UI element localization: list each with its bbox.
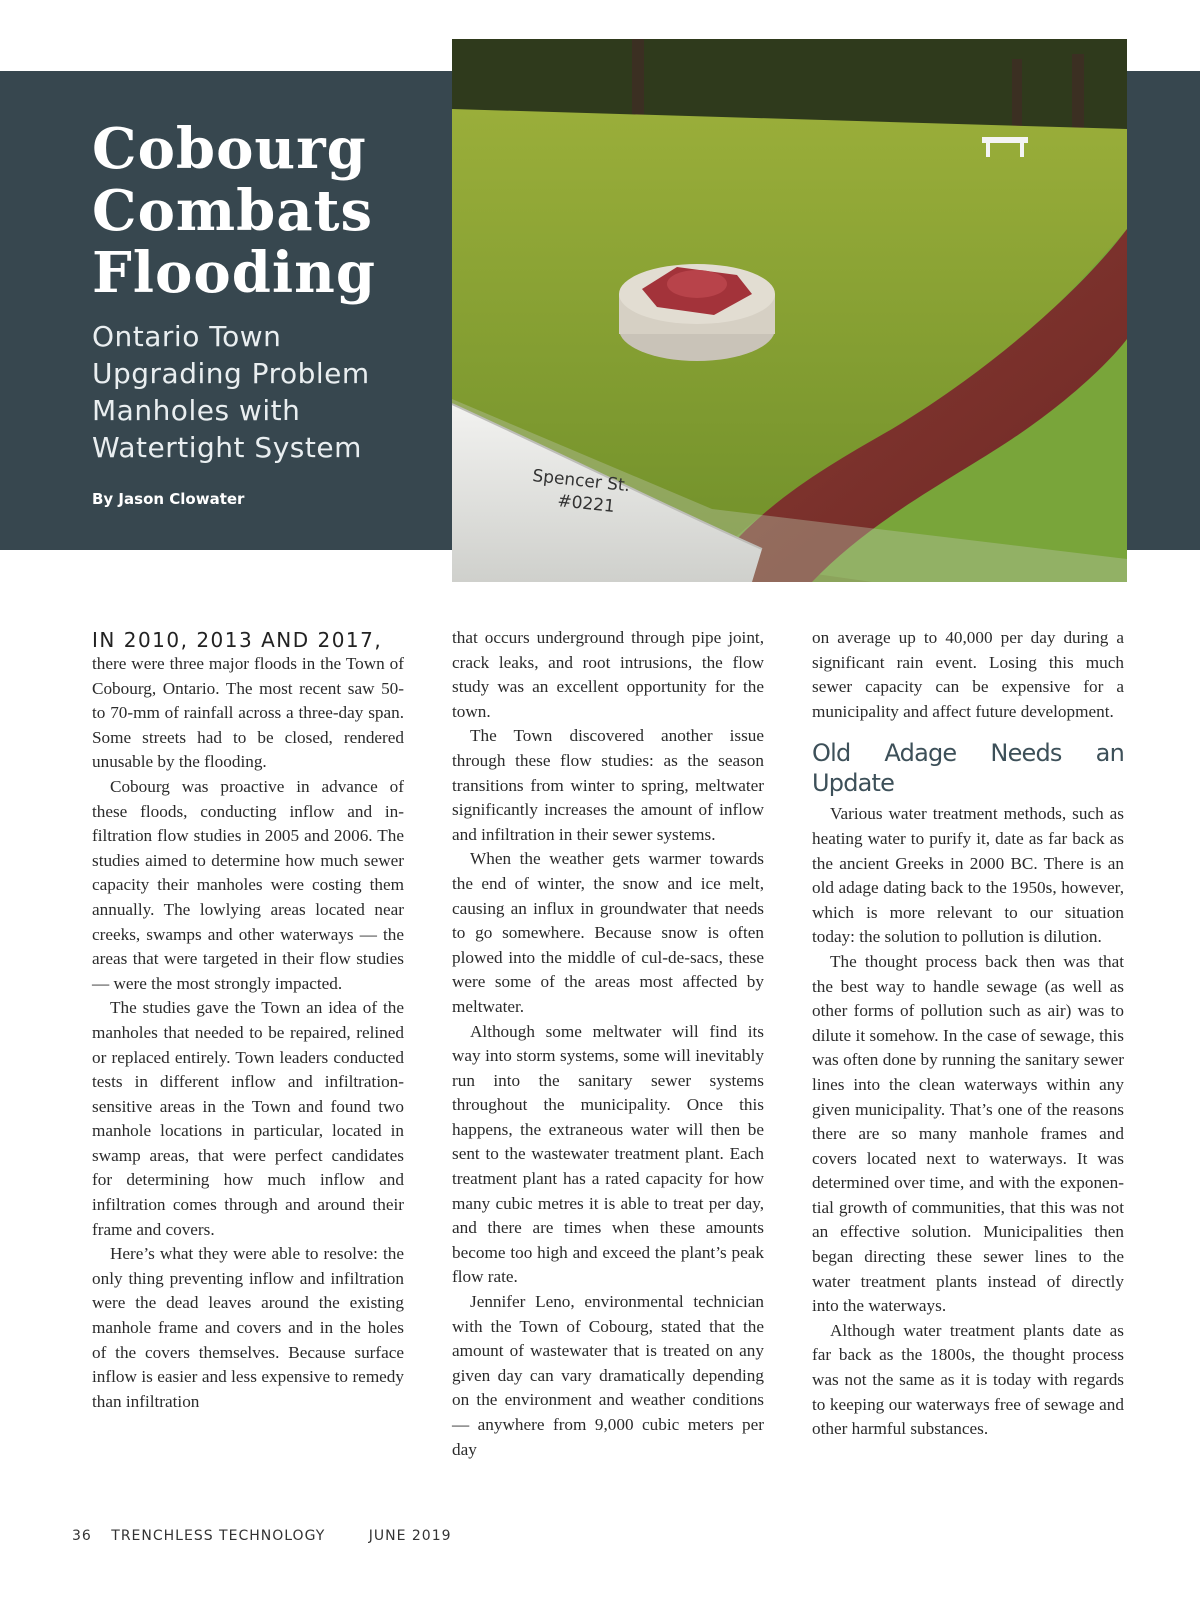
column2-paragraph-5: Jennifer Leno, environmental technician with the Town of Cobourg, stated that the amount of wastewater that is treated on any given day can vary dramatically depending on the environment and weather conditions — anywhere from 9,000 cubic meters per day: [452, 1292, 764, 1459]
title-line-2: Combats: [92, 178, 374, 244]
column3-paragraph-2: Various water treatment methods, such as heating water to purify it, date as far back as the ancient Greeks in 2000 BC. There is an old adage dating back to the 1950s, however, which is more relevant to our situation today: the solution to pollution is dilution.: [812, 804, 1124, 947]
article-title: [92, 118, 452, 304]
column3-paragraph-3: The thought process back then was that the best way to handle sewage (as well as other forms of pollution such as air) was to dilute it somehow. In the case of sewage, this was often done by running the sanitary sewer lines into the clean waterways within any given municipality. That’s one of the reasons there are so many manhole frames and covers located next to waterways. It was determined over time, and with the exponential growth of communities, that this was not an effective solution. Municipalities then began directing these sewer lines to the water treatment plants instead of directly into the waterways.: [812, 951, 1124, 1316]
section-heading: Old Adage Needs an Update: [812, 739, 1124, 798]
article-column-2: [452, 626, 764, 1462]
title-line-3: Flooding: [92, 240, 377, 306]
article-column-1: [92, 626, 404, 1414]
lead-in: IN 2010, 2013 AND 2017,: [92, 628, 383, 652]
pipe-label-line-1: Spencer St.: [531, 466, 631, 497]
byline: By Jason Clowater: [92, 490, 245, 508]
page-number: 36: [72, 1528, 92, 1544]
column1-paragraph-3: The studies gave the Town an idea of the manholes that needed to be repaired, relined or replaced entirely. Town leaders conducted tests in different inflow and infiltration-sensitive areas in the Town and found two manhole locations in particular, located in swamp areas, that were perfect candidates for determining how much inflow and infiltration comes through and around their frame and covers.: [92, 998, 404, 1239]
column2-paragraph-2: The Town discovered another issue through these flow studies: as the season transitions from winter to spring, meltwater significantly increases the amount of inflow and infiltration in their sewer systems.: [452, 726, 764, 844]
publication-name: TRENCHLESS TECHNOLOGY: [111, 1528, 326, 1544]
title-line-1: Cobourg: [92, 116, 367, 182]
manhole-photo-illustration: [452, 39, 1127, 582]
column3-paragraph-1: on average up to 40,000 per day during a significant rain event. Losing this much sewer capacity can be expensive for a municipality and affect future development.: [812, 628, 1124, 721]
page-footer: [72, 1528, 466, 1544]
column2-paragraph-3: When the weather gets warmer towards the end of winter, the snow and ice melt, causing an influx in groundwater that needs to go somewhere. Because snow is often plowed into the middle of cul-de-sacs, these were some of the areas most affected by meltwater.: [452, 849, 764, 1016]
column2-paragraph-1: that occurs underground through pipe joint, crack leaks, and root intrusions, the flow study was an excellent opportunity for the town.: [452, 628, 764, 721]
column1-paragraph-4: Here’s what they were able to resolve: the only thing preventing inflow and infiltration were the dead leaves around the existing manhole frame and covers and in the holes of the covers themselves. Because surface inflow is easier and less expensive to remedy than infiltration: [92, 1244, 404, 1411]
pipe-label-line-2: #0221: [556, 491, 616, 517]
column2-paragraph-4: Although some meltwater will find its way into storm systems, some will inevitably run into the sanitary sewer systems throughout the municipality. Once this happens, the extraneous water will then be sent to the wastewater treatment plant. Each treatment plant has a rated capacity for how many cubic metres it is able to treat per day, and there are times when these amounts become too high and exceed the plant’s peak flow rate.: [452, 1021, 764, 1287]
column3-paragraph-4: Although water treatment plants date as far back as the 1800s, the thought process was not the same as it is today with regards to keeping our waterways free of sewage and other harmful substances.: [812, 1320, 1124, 1439]
issue-date: JUNE 2019: [368, 1528, 452, 1544]
article-column-3: [812, 626, 1124, 1442]
article-subtitle: Ontario Town Upgrading Problem Manholes with Watertight System: [92, 320, 370, 464]
column1-paragraph-1-text: there were three major floods in the Town of Cobourg, Ontario. The most recent saw 50- to 70-mm of rainfall across a three-day span. Some streets had to be closed, rendered unusable by the flooding.: [92, 654, 404, 772]
column1-paragraph-2: Cobourg was proactive in advance of these floods, conducting inflow and infiltration flow studies in 2005 and 2006. The studies aimed to determine how much sewer capacity their manholes were costing them annually. The lowlying areas located near creeks, swamps and other waterways — the areas that were targeted in their flow studies — were the most strongly impacted.: [92, 776, 404, 993]
column1-paragraph-1: [92, 626, 404, 775]
manhole-photo: [452, 39, 1127, 582]
